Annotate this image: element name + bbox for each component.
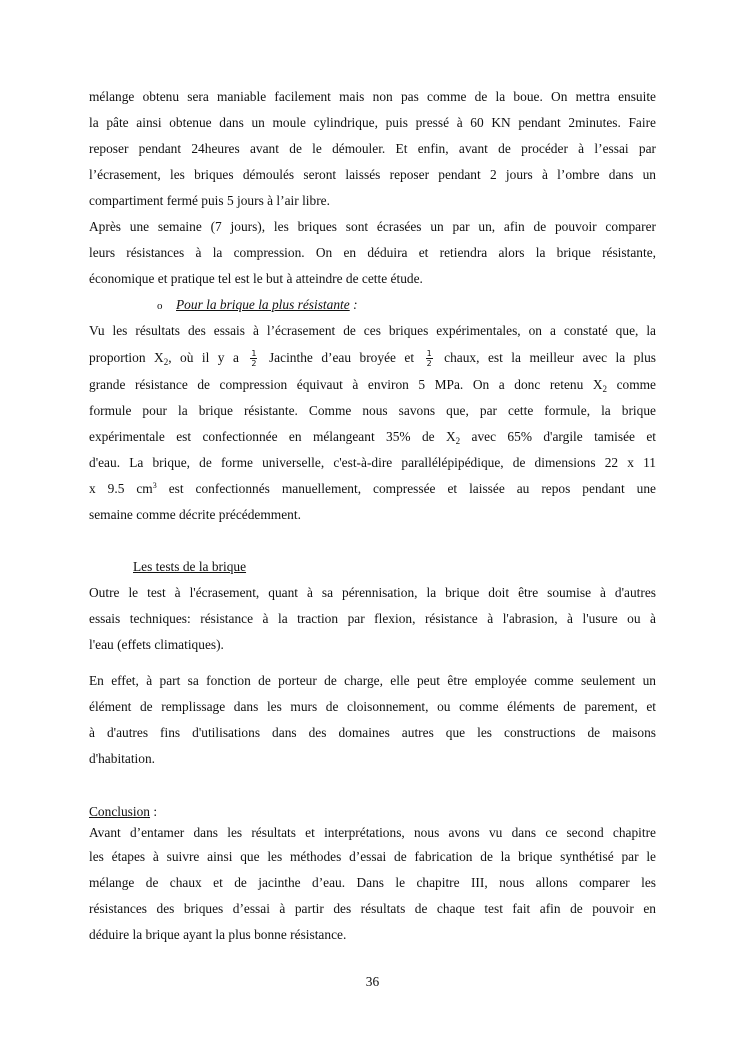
fraction-denominator: 2 xyxy=(251,359,257,369)
paragraph-uses xyxy=(89,668,656,772)
paragraph-other-tests xyxy=(89,580,656,658)
conclusion-heading-text: Conclusion xyxy=(89,804,151,819)
fraction-numerator: 1 xyxy=(251,349,257,359)
paragraph-one-week xyxy=(89,214,656,292)
superscript: 3 xyxy=(152,481,157,490)
bullet-suffix: : xyxy=(349,297,358,312)
section-heading-conclusion xyxy=(89,802,656,822)
bullet-heading-strongest-brick xyxy=(157,292,656,318)
text-line: d'habitation. xyxy=(89,751,156,766)
fraction-half xyxy=(250,349,257,368)
text-segment: Jacinthe d’eau broyée et xyxy=(268,350,423,365)
text-line: En effet, à part sa fonction de porteur de charge, elle peut être employée comme seulement un xyxy=(89,673,656,688)
text-segment: avec 65% d'argile tamisée et xyxy=(460,429,657,444)
text-line: d'eau. La brique, de forme universelle, c'est-à-dire parallélépipédique, de dimensions 22 x 11 xyxy=(89,455,656,470)
page-number: 36 xyxy=(365,974,380,989)
text-line: Vu les résultats des essais à l’écrasement de ces briques expérimentales, on a constaté que, la xyxy=(89,323,656,338)
text-line-with-fractions xyxy=(89,344,656,372)
text-segment: est confectionnés manuellement, compressée et laissée au repos pendant une xyxy=(156,481,656,496)
text-segment: chaux, est la meilleur avec la plus xyxy=(444,350,656,365)
text-line xyxy=(89,372,656,398)
fraction-denominator: 2 xyxy=(426,359,432,369)
text-segment: proportion X xyxy=(89,350,164,365)
text-line: mélange obtenu sera maniable facilement mais non pas comme de la boue. On mettra ensuite xyxy=(89,89,656,104)
document-page xyxy=(89,84,656,948)
section-heading-text: Les tests de la brique xyxy=(133,559,247,574)
text-segment: expérimentale est confectionnée en mélangeant 35% de X xyxy=(89,429,456,444)
text-line: leurs résistances à la compression. On en déduira et retiendra alors la brique résistante, xyxy=(89,245,656,260)
text-line: essais techniques: résistance à la traction par flexion, résistance à l'abrasion, à l'usure ou à xyxy=(89,611,656,626)
fraction-half xyxy=(426,349,433,368)
text-line: reposer pendant 24heures avant de le démouler. Et enfin, avant de procéder à l’essai par xyxy=(89,141,656,156)
text-line: Avant d’entamer dans les résultats et interprétations, nous avons vu dans ce second chapitre xyxy=(89,825,656,840)
text-line: mélange de chaux et de jacinthe d’eau. Dans le chapitre III, nous allons comparer les xyxy=(89,875,656,890)
text-line: économique et pratique tel est le but à atteindre de cette étude. xyxy=(89,271,423,286)
text-line: les étapes à suivre ainsi que les méthodes d’essai de fabrication de la brique synthétisé par le xyxy=(89,849,656,864)
section-heading-tests xyxy=(133,554,656,580)
text-line: semaine comme décrite précédemment. xyxy=(89,507,301,522)
bullet-marker: o xyxy=(157,300,163,312)
spacer xyxy=(89,528,656,554)
conclusion-heading-suffix: : xyxy=(150,804,158,819)
text-line: la pâte ainsi obtenue dans un moule cylindrique, puis pressé à 60 KN pendant 2minutes. Faire xyxy=(89,115,656,130)
text-line: à d'autres fins d'utilisations dans des domaines autres que les constructions de maisons xyxy=(89,725,656,740)
text-line: Après une semaine (7 jours), les briques sont écrasées un par un, afin de pouvoir comparer xyxy=(89,219,656,234)
text-line: Outre le test à l'écrasement, quant à sa pérennisation, la brique doit être soumise à d'autres xyxy=(89,585,656,600)
paragraph-conclusion xyxy=(89,822,656,948)
text-line: l'eau (effets climatiques). xyxy=(89,637,224,652)
text-segment: , où il y a xyxy=(168,350,248,365)
text-line: compartiment fermé puis 5 jours à l’air libre. xyxy=(89,193,330,208)
text-segment: x 9.5 cm xyxy=(89,481,153,496)
paragraph-mixing-procedure xyxy=(89,84,656,214)
subscript: 2 xyxy=(455,436,461,446)
subscript: 2 xyxy=(163,357,169,367)
subscript: 2 xyxy=(602,384,608,394)
text-line: déduire la brique ayant la plus bonne résistance. xyxy=(89,927,347,942)
fraction-numerator: 1 xyxy=(426,349,432,359)
spacer xyxy=(89,772,656,802)
spacer xyxy=(89,658,656,668)
bullet-title: Pour la brique la plus résistante xyxy=(176,297,350,312)
text-segment: grande résistance de compression équivaut à environ 5 MPa. On a donc retenu X xyxy=(89,377,603,392)
text-line xyxy=(89,476,656,502)
text-line: l’écrasement, les briques démoulés seront laissés reposer pendant 2 jours à l’ombre dans un xyxy=(89,167,656,182)
text-line: élément de remplissage dans les murs de cloisonnement, ou comme éléments de parement, et xyxy=(89,699,656,714)
text-line: résistances des briques d’essai à partir des résultats de chaque test fait afin de pouvoir en xyxy=(89,901,656,916)
paragraph-results xyxy=(89,318,656,528)
text-line: formule pour la brique résistante. Comme nous savons que, par cette formule, la brique xyxy=(89,403,656,418)
text-segment: comme xyxy=(607,377,656,392)
text-line xyxy=(89,424,656,450)
